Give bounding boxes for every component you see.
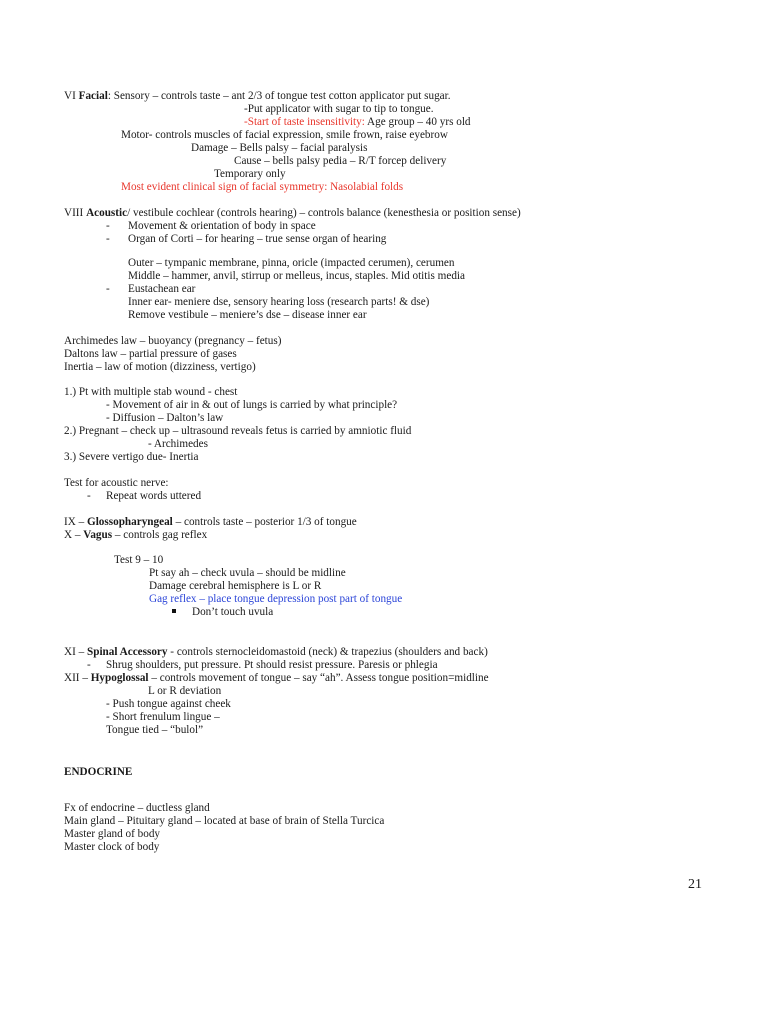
- acoustic-movement: Movement & orientation of body in space: [128, 220, 316, 232]
- endocrine-main-gland: Main gland – Pituitary gland – located at base of brain of Stella Turcica: [64, 815, 385, 827]
- xi-numeral: XI –: [64, 646, 87, 658]
- dash-bullet: -: [106, 233, 110, 245]
- case-2-answer: - Archimedes: [148, 438, 208, 450]
- case-1-question: - Movement of air in & out of lungs is carried by what principle?: [106, 399, 398, 411]
- case-2: 2.) Pregnant – check up – ultrasound reveals fetus is carried by amniotic fluid: [64, 425, 412, 437]
- spinal-accessory-desc: - controls sternocleidomastoid (neck) & trapezius (shoulders and back): [167, 646, 488, 658]
- daltons-law: Daltons law – partial pressure of gases: [64, 348, 237, 360]
- facial-cause: Cause – bells palsy pedia – R/T forcep delivery: [234, 155, 447, 167]
- vagus-heading: Vagus: [83, 529, 113, 541]
- glossopharyngeal-desc: – controls taste – posterior 1/3 of tongue: [172, 516, 357, 528]
- facial-line-1: [64, 90, 451, 103]
- facial-motor: Motor- controls muscles of facial expression, smile frown, raise eyebrow: [121, 129, 448, 141]
- taste-insensitivity-label: -Start of taste insensitivity:: [244, 116, 365, 128]
- vagus-desc: – controls gag reflex: [112, 529, 208, 541]
- x-numeral: X –: [64, 529, 84, 541]
- endocrine-master-clock: Master clock of body: [64, 841, 160, 853]
- ear-middle: Middle – hammer, anvil, stirrup or melleus, incus, staples. Mid otitis media: [128, 270, 465, 282]
- endocrine-heading: [64, 766, 132, 779]
- xii-numeral: XII –: [64, 672, 91, 684]
- hypoglossal-line: [64, 672, 489, 685]
- acoustic-heading: Acoustic: [86, 207, 128, 219]
- hypoglossal-desc: – controls movement of tongue – say “ah”. Assess tongue position=midline: [148, 672, 489, 684]
- endocrine-master-gland: Master gland of body: [64, 828, 161, 840]
- hypoglossal-frenulum: - Short frenulum lingue –: [106, 711, 220, 723]
- glossopharyngeal-heading: Glossopharyngeal: [87, 516, 173, 528]
- acoustic-organ-corti: Organ of Corti – for hearing – true sense organ of hearing: [128, 233, 387, 245]
- dash-bullet: -: [87, 659, 91, 671]
- dash-bullet: -: [87, 490, 91, 502]
- gag-reflex-note: Gag reflex – place tongue depression post part of tongue: [149, 593, 403, 605]
- endocrine-heading-text: ENDOCRINE: [64, 766, 133, 778]
- facial-damage: Damage – Bells palsy – facial paralysis: [191, 142, 368, 154]
- ear-eustachean: Eustachean ear: [128, 283, 196, 295]
- uvula-note: [170, 606, 273, 619]
- acoustic-test-item: Repeat words uttered: [106, 490, 202, 502]
- case-1-answer: - Diffusion – Dalton’s law: [106, 412, 224, 424]
- test-9-10: Test 9 – 10: [114, 554, 164, 566]
- dash-bullet: -: [106, 220, 110, 232]
- acoustic-line-1: [64, 207, 521, 220]
- taste-insensitivity-age: Age group – 40 yrs old: [364, 116, 471, 128]
- shrug-test: Shrug shoulders, put pressure. Pt should resist pressure. Paresis or phlegia: [106, 659, 438, 671]
- hypoglossal-tongue-tied: Tongue tied – “bulol”: [106, 724, 204, 736]
- archimedes-law: Archimedes law – buoyancy (pregnancy – fetus): [64, 335, 282, 347]
- ear-remove-vestibule: Remove vestibule – meniere’s dse – disease inner ear: [128, 309, 367, 321]
- test-hemisphere: Damage cerebral hemisphere is L or R: [149, 580, 322, 592]
- facial-temporary: Temporary only: [214, 168, 286, 180]
- dash-bullet: -: [106, 283, 110, 295]
- uvula-note-text: Don’t touch uvula: [192, 606, 274, 618]
- case-3: 3.) Severe vertigo due- Inertia: [64, 451, 199, 463]
- facial-line-3: [244, 116, 471, 129]
- acoustic-test-heading: Test for acoustic nerve:: [64, 477, 169, 489]
- inertia-law: Inertia – law of motion (dizziness, vertigo): [64, 361, 256, 373]
- facial-heading: Facial: [78, 90, 108, 102]
- test-uvula: Pt say ah – check uvula – should be midline: [149, 567, 346, 579]
- spinal-accessory-line: [64, 646, 488, 659]
- glossopharyngeal-line: [64, 516, 357, 529]
- case-1: 1.) Pt with multiple stab wound - chest: [64, 386, 238, 398]
- facial-line-2: -Put applicator with sugar to tip to tongue.: [244, 103, 434, 115]
- facial-sensory: : Sensory – controls taste – ant 2/3 of tongue test cotton applicator put sugar.: [107, 90, 451, 102]
- ear-outer: Outer – tympanic membrane, pinna, oricle (impacted cerumen), cerumen: [128, 257, 455, 269]
- acoustic-desc: / vestibule cochlear (controls hearing) – controls balance (kenesthesia or position sense): [127, 207, 521, 219]
- ix-numeral: IX –: [64, 516, 87, 528]
- hypoglossal-deviation: L or R deviation: [148, 685, 222, 697]
- hypoglossal-push: - Push tongue against cheek: [106, 698, 231, 710]
- square-bullet-icon: [170, 608, 178, 616]
- spinal-accessory-heading: Spinal Accessory: [87, 646, 168, 658]
- facial-numeral: VI: [64, 90, 79, 102]
- page-number: 21: [688, 877, 702, 892]
- ear-inner: Inner ear- meniere dse, sensory hearing loss (research parts! & dse): [128, 296, 430, 308]
- vagus-line: [64, 529, 207, 542]
- facial-clinical-sign: Most evident clinical sign of facial symmetry: Nasolabial folds: [121, 181, 404, 193]
- acoustic-numeral: VIII: [64, 207, 87, 219]
- hypoglossal-heading: Hypoglossal: [90, 672, 149, 684]
- endocrine-fx: Fx of endocrine – ductless gland: [64, 802, 210, 814]
